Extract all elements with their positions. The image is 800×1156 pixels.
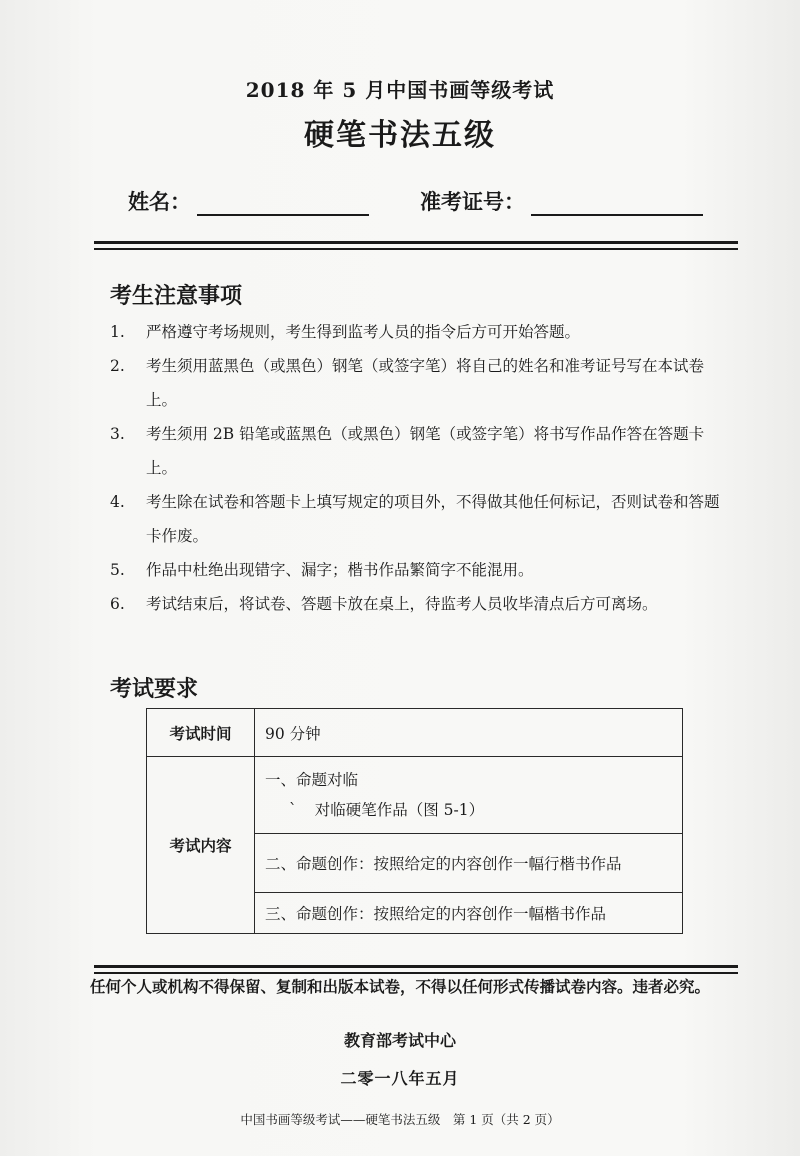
note-text: 考生须用 2B 铅笔或蓝黑色（或黑色）钢笔（或签字笔）将书写作品作答在答题卡上。 — [146, 425, 705, 477]
content-1-detail: 对临硬笔作品（图 5-1） — [314, 801, 485, 819]
footer-divider — [94, 965, 738, 971]
note-number: 2. — [110, 357, 125, 375]
note-item — [110, 417, 730, 485]
note-text: 作品中杜绝出现错字、漏字；楷书作品繁简字不能混用。 — [146, 561, 534, 579]
content-1-title: 一、命题对临 — [265, 771, 359, 789]
name-blank-line — [197, 192, 369, 216]
note-number: 1. — [110, 323, 125, 341]
note-number: 3. — [110, 425, 125, 443]
issue-date: 二零一八年五月 — [340, 1069, 460, 1088]
page-footer: 中国书画等级考试——硬笔书法五级 第 1 页（共 2 页） — [240, 1112, 560, 1127]
notes-heading: 考生注意事项 — [110, 283, 243, 309]
note-number: 6. — [110, 595, 125, 613]
stray-mark: ` — [289, 801, 297, 819]
name-field — [128, 186, 369, 216]
note-text: 考生除在试卷和答题卡上填写规定的项目外，不得做其他任何标记，否则试卷和答题卡作废。 — [146, 493, 720, 545]
exam-id-label: 准考证号： — [420, 189, 525, 214]
note-text: 严格遵守考场规则，考生得到监考人员的指令后方可开始答题。 — [146, 323, 581, 341]
note-item — [110, 349, 730, 417]
note-text: 考试结束后，将试卷、答题卡放在桌上，待监考人员收毕清点后方可离场。 — [146, 595, 658, 613]
note-number: 5. — [110, 561, 125, 579]
requirements-table — [146, 708, 683, 934]
exam-id-field — [420, 186, 703, 216]
content-label: 考试内容 — [147, 757, 255, 934]
notes-list — [110, 315, 730, 621]
header-divider — [94, 241, 738, 247]
table-row — [147, 709, 683, 757]
time-value: 90 分钟 — [255, 709, 683, 757]
requirements-heading: 考试要求 — [110, 676, 199, 702]
table-row — [147, 757, 683, 834]
content-item-2: 二、命题创作：按照给定的内容创作一幅行楷书作品 — [255, 834, 683, 893]
content-item-3: 三、命题创作：按照给定的内容创作一幅楷书作品 — [255, 893, 683, 934]
exam-id-blank-line — [531, 192, 703, 216]
content-item-1 — [255, 757, 683, 834]
exam-session-title: 2018 年 5 月中国书画等级考试 — [245, 78, 555, 102]
time-label: 考试时间 — [147, 709, 255, 757]
note-item — [110, 553, 730, 587]
copyright-warning: 任何个人或机构不得保留、复制和出版本试卷，不得以任何形式传播试卷内容。违者必究。 — [89, 977, 710, 996]
subject-title: 硬笔书法五级 — [304, 118, 496, 153]
note-text: 考生须用蓝黑色（或黑色）钢笔（或签字笔）将自己的姓名和准考证号写在本试卷上。 — [146, 357, 705, 409]
name-label: 姓名： — [128, 189, 191, 214]
note-item — [110, 587, 730, 621]
note-item — [110, 485, 730, 553]
content-1-detail-line — [265, 795, 672, 825]
note-item — [110, 315, 730, 349]
issuer-name: 教育部考试中心 — [343, 1031, 456, 1050]
note-number: 4. — [110, 493, 125, 511]
